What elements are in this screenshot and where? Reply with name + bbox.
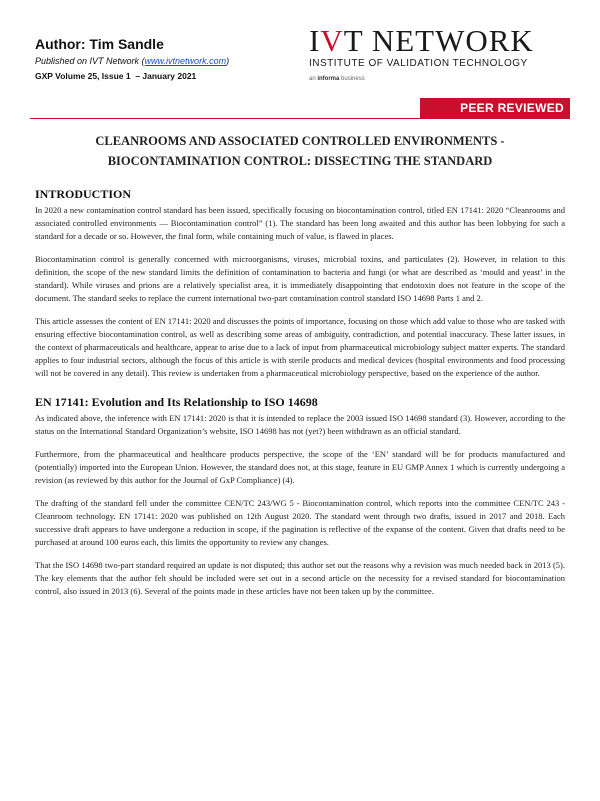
published-prefix: Published on IVT Network ( (35, 56, 145, 66)
logo-tag-suffix: business (339, 76, 365, 82)
paragraph: As indicated above, the inference with EN 17141: 2020 is that it is intended to replace the 2003 issued ISO 14698 standard (3). However, according to the status on the International Standard Organization’s website, ISO 14698 has not (yet?) been withdrawn as an official standard. (35, 413, 565, 436)
ivt-network-logo (309, 23, 569, 84)
logo-letter-i: I (309, 23, 321, 58)
title-line-2: BIOCONTAMINATION CONTROL: DISSECTING THE STANDARD (107, 154, 493, 168)
logo-tagline (309, 74, 569, 84)
ivt-network-link[interactable]: www.ivtnetwork.com (144, 56, 227, 66)
section-heading-introduction: INTRODUCTION (35, 187, 132, 201)
article-body (35, 186, 565, 608)
paragraph: That the ISO 14698 two-part standard required an update is not disputed; this author set out the reasons why a revision was much needed back in 2013 (5). The key elements that the author felt should be included were set out in a second article on the necessity for a revised standard for biocontamination control, also issued in 2013 (6). Several of the points made in these articles have not been taken up by the committee. (35, 560, 565, 596)
published-suffix: ) (226, 56, 230, 66)
title-line-1: CLEANROOMS AND ASSOCIATED CONTROLLED ENVIRONMENTS - (95, 134, 505, 148)
author-name: Author: Tim Sandle (35, 36, 164, 52)
logo-subtitle: INSTITUTE OF VALIDATION TECHNOLOGY (309, 58, 528, 69)
logo-letter-v: V (320, 23, 344, 58)
paragraph: The drafting of the standard fell under the committee CEN/TC 243/WG 5 - Biocontamination control, which reports into the committee CEN/TC 243 - Cleanroom technology. EN 17141: 2020 was published on 12th August 2020. The standard went through two drafts, issued in 2017 and 2018. Each successive draft appears to have undergone a reduction in scope, if the pagination is reflective of the expanse of the content. Given that drafts need to be purchased at around 100 euros each, this limits the opportunity to review any changes. (35, 498, 565, 547)
paragraph: Biocontamination control is generally concerned with microorganisms, viruses, microbial toxins, and particulates (2). However, in relation to this definition, the scope of the new standard limits the definition of contamination to bacteria and fungi (or what are described as ‘mould and yeast’ in the standard). While viruses and prions are a relatively specialist area, it is immediately disappointing that endotoxin does not feature in the scope of the document. The standard seeks to replace the current international two-part contamination control standard ISO 14698 Parts 1 and 2. (35, 254, 565, 303)
article-title (30, 131, 570, 171)
logo-wordmark-rest: T NETWORK (343, 23, 534, 58)
section-heading-evolution: EN 17141: Evolution and Its Relationship to ISO 14698 (35, 395, 318, 409)
logo-tag-brand: informa (317, 76, 340, 82)
peer-reviewed-label: PEER REVIEWED (460, 101, 564, 115)
logo-tag-prefix: an (309, 76, 318, 82)
banner-divider (30, 118, 570, 119)
paragraph: In 2020 a new contamination control standard has been issued, specifically focusing on biocontamination control, titled EN 17141: 2020 “Cleanrooms and associated controlled environments — Biocontamination control” (1). The standard has been long awaited and this author has been lobbying for such a standard for a decade or so. However, the final form, while containing much of value, is flawed in places. (35, 205, 565, 241)
logo-wordmark (309, 23, 569, 58)
peer-reviewed-banner (420, 98, 570, 118)
publication-line (35, 55, 295, 67)
author-block (35, 36, 295, 82)
paragraph: Furthermore, from the pharmaceutical and healthcare products perspective, the scope of the ‘EN’ standard will be for products manufactured and (potentially) imported into the European Union. However, the standard does not, at this stage, feature in EU GMP Annex 1 which is currently undergoing a revision (as reviewed by this author for the Journal of GxP Compliance) (4). (35, 449, 565, 485)
issue-info: GXP Volume 25, Issue 1 – January 2021 (35, 71, 197, 81)
paragraph: This article assesses the content of EN 17141: 2020 and discusses the points of importance, focusing on those which add value to those who are tasked with ensuring effective biocontamination control, as well as describing some areas of ambiguity, contradiction, and potential inaccuracy. These latter issues, in the context of pharmaceuticals and healthcare, appear to arise due to a lack of input from pharmaceutical microbiology subject matter experts. The standard applies to four industrial sectors, although the focus of this article is with sterile products and medical devices (hospital environments and food processing will not be covered in any detail). This review is undertaken from a pharmaceutical microbiology perspective, based on the experience of the author. (35, 316, 565, 378)
